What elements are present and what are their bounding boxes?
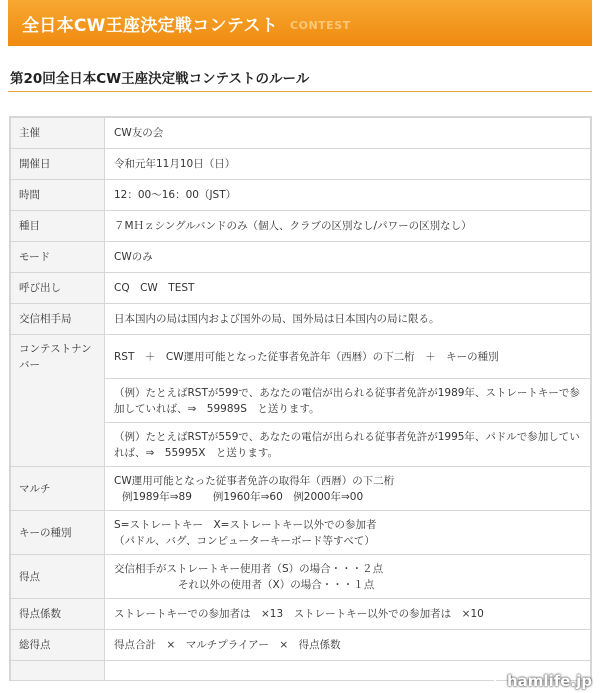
rules-table: [9, 116, 592, 681]
row-value: 12：00〜16：00（JST）: [105, 180, 591, 211]
table-row: [11, 211, 591, 242]
page-banner: [8, 0, 592, 46]
table-row: [11, 555, 591, 599]
table-row: [11, 149, 591, 180]
table-row: [11, 599, 591, 630]
row-value: RST ＋ CW運用可能となった従事者免許年（西暦）の下二桁 ＋ キーの種別: [105, 335, 591, 379]
row-value: ストレートキーでの参加者は ×13 ストレートキー以外での参加者は ×10: [105, 599, 591, 630]
row-value: 令和元年11月10日（日）: [105, 149, 591, 180]
row-value: [105, 511, 591, 555]
row-label: 得点: [11, 555, 105, 599]
row-label: 主催: [11, 118, 105, 149]
banner-subtitle: CONTEST: [290, 18, 351, 32]
row-label: 得点係数: [11, 599, 105, 630]
table-row: [11, 304, 591, 335]
row-label: モード: [11, 242, 105, 273]
row-value: CQ CW TEST: [105, 273, 591, 304]
row-value: ７MＨｚシングルバンドのみ（個人、クラブの区別なし/パワーの区別なし）: [105, 211, 591, 242]
table-row: [11, 273, 591, 304]
row-value: [105, 555, 591, 599]
table-row: [11, 180, 591, 211]
table-row: [11, 118, 591, 149]
multi-line-1: CW運用可能となった従事者免許の取得年（西暦）の下二桁: [114, 474, 395, 487]
hamlife-logo: [486, 672, 592, 690]
row-value: 日本国内の局は国内および国外の局、国外局は日本国内の局に限る。: [105, 304, 591, 335]
section-heading: 第20回全日本CW王座決定戦コンテストのルール: [8, 62, 592, 92]
row-value: CWのみ: [105, 242, 591, 273]
row-label: 種目: [11, 211, 105, 242]
row-value: [105, 467, 591, 511]
row-label: マルチ: [11, 467, 105, 511]
example-1: （例）たとえばRSTが599で、あなたの電信が出られる従事者免許が1989年、ストレートキーで参加していれば、⇒ 59989S と送ります。: [105, 379, 591, 423]
banner-title: 全日本CW王座決定戦コンテスト: [22, 15, 279, 36]
key-line-1: S=ストレートキー X=ストレートキー以外での参加者: [114, 518, 377, 531]
table-row: [11, 467, 591, 511]
table-row: [11, 511, 591, 555]
logo-text: hamlife.jp: [507, 672, 592, 690]
key-line-2: （パドル、バグ、コンピューターキーボード等すべて）: [114, 534, 375, 547]
row-value: 得点合計 × マルチプライアー × 得点係数: [105, 630, 591, 661]
row-value: CW友の会: [105, 118, 591, 149]
points-line-1: 交信相手がストレートキー使用者（S）の場合・・・２点: [114, 562, 384, 575]
points-line-2: それ以外の使用者（X）の場合・・・１点: [178, 578, 375, 591]
row-label: 呼び出し: [11, 273, 105, 304]
row-label: [11, 661, 105, 681]
table-row: [11, 335, 591, 379]
row-label: コンテストナンバー: [11, 335, 105, 467]
row-label: 交信相手局: [11, 304, 105, 335]
row-label: 時間: [11, 180, 105, 211]
example-2: （例）たとえばRSTが559で、あなたの電信が出られる従事者免許が1995年、パドルで参加していれば、⇒ 55995X と送ります。: [105, 423, 591, 467]
table-row: [11, 630, 591, 661]
table-row: [11, 242, 591, 273]
antenna-icon: [486, 672, 504, 690]
row-label: キーの種別: [11, 511, 105, 555]
multi-line-2: 例1989年⇒89 例1960年⇒60 例2000年⇒00: [122, 490, 364, 503]
row-label: 開催日: [11, 149, 105, 180]
row-label: 総得点: [11, 630, 105, 661]
